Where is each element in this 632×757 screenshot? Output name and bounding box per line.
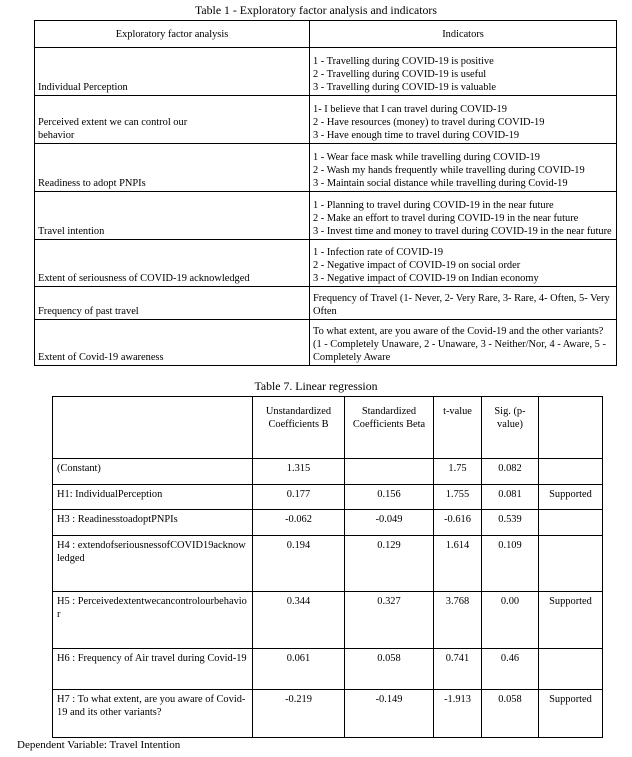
table7-header-row — [53, 397, 603, 459]
table-row — [35, 320, 617, 366]
indicator: 3 - Invest time and money to travel during COVID-19 in the near future — [313, 226, 612, 237]
indicator: 1 - Wear face mask while travelling during COVID-19 — [313, 152, 540, 163]
indicators-cell — [310, 144, 617, 192]
b-cell: 1.315 — [253, 459, 345, 485]
t-cell: 3.768 — [434, 592, 482, 649]
indicators-cell: To what extent, are you aware of the Covid-19 and the other variants? (1 - Completely Unaware, 2 - Unaware, 3 - Neither/Nor, 4 - Aware, 5 - Completely Aware — [310, 320, 617, 366]
beta-cell: 0.129 — [345, 536, 434, 592]
table1-title: Table 1 - Exploratory factor analysis and indicators — [195, 3, 437, 17]
indicator: 2 - Negative impact of COVID-19 on social order — [313, 260, 521, 271]
table-row — [35, 287, 617, 320]
t-cell: -1.913 — [434, 690, 482, 738]
row-label: H5 : Perceivedextentwecancontrolourbehavior — [53, 592, 253, 649]
result-cell — [539, 536, 603, 592]
sig-cell: 0.46 — [482, 649, 539, 690]
table-row — [35, 240, 617, 287]
row-label: H3 : ReadinesstoadoptPNPIs — [53, 510, 253, 536]
sig-cell: 0.109 — [482, 536, 539, 592]
result-cell — [539, 459, 603, 485]
table1-header-factor: Exploratory factor analysis — [35, 21, 310, 48]
factor-cell: Extent of Covid-19 awareness — [35, 320, 310, 366]
indicator: 1 - Planning to travel during COVID-19 in the near future — [313, 200, 554, 211]
t-cell: 0.741 — [434, 649, 482, 690]
row-label: H7 : To what extent, are you aware of Covid-19 and its other variants? — [53, 690, 253, 738]
factor-cell: Extent of seriousness of COVID-19 acknowledged — [35, 240, 310, 287]
result-cell: Supported — [539, 485, 603, 510]
factor-cell: Travel intention — [35, 192, 310, 240]
beta-cell: 0.058 — [345, 649, 434, 690]
sig-cell: 0.058 — [482, 690, 539, 738]
table1-header-indicators: Indicators — [310, 21, 617, 48]
row-label: (Constant) — [53, 459, 253, 485]
t-cell: 1.75 — [434, 459, 482, 485]
indicator: 1 - Travelling during COVID-19 is positive — [313, 56, 494, 67]
b-cell: 0.061 — [253, 649, 345, 690]
factor-text: Perceived extent we can control our behavior — [38, 117, 188, 141]
indicator: 2 - Travelling during COVID-19 is useful — [313, 69, 487, 80]
indicator: 2 - Make an effort to travel during COVID-19 in the near future — [313, 213, 579, 224]
beta-cell — [345, 459, 434, 485]
regression-table — [52, 396, 603, 738]
table-row — [53, 485, 603, 510]
b-cell: 0.344 — [253, 592, 345, 649]
t-cell: 1.614 — [434, 536, 482, 592]
table7-title: Table 7. Linear regression — [254, 379, 378, 393]
indicators-cell: Frequency of Travel (1- Never, 2- Very Rare, 3- Rare, 4- Often, 5- Very Often — [310, 287, 617, 320]
header-cell: Unstandardized Coefficients B — [253, 397, 345, 459]
sig-cell: 0.00 — [482, 592, 539, 649]
row-label: H6 : Frequency of Air travel during Covid-19 — [53, 649, 253, 690]
indicator: 3 - Travelling during COVID-19 is valuable — [313, 82, 496, 93]
table-row — [35, 48, 617, 96]
sig-cell: 0.081 — [482, 485, 539, 510]
indicator: 1- I believe that I can travel during COVID-19 — [313, 104, 507, 115]
indicator: 3 - Have enough time to travel during COVID-19 — [313, 130, 520, 141]
result-cell — [539, 649, 603, 690]
indicator: 3 - Maintain social distance while travelling during Covid-19 — [313, 178, 568, 189]
row-label: H1: IndividualPerception — [53, 485, 253, 510]
table-row — [53, 510, 603, 536]
indicators-cell — [310, 48, 617, 96]
indicators-cell — [310, 240, 617, 287]
t-cell: -0.616 — [434, 510, 482, 536]
indicator: 2 - Have resources (money) to travel during COVID-19 — [313, 117, 545, 128]
table-row — [53, 536, 603, 592]
indicators-cell — [310, 192, 617, 240]
factor-cell: Individual Perception — [35, 48, 310, 96]
b-cell: -0.219 — [253, 690, 345, 738]
beta-cell: -0.049 — [345, 510, 434, 536]
b-cell: 0.177 — [253, 485, 345, 510]
indicator: 3 - Negative impact of COVID-19 on Indian economy — [313, 273, 539, 284]
beta-cell: -0.149 — [345, 690, 434, 738]
row-label: H4 : extendofseriousnessofCOVID19acknowledged — [53, 536, 253, 592]
factor-analysis-table — [34, 20, 617, 366]
factor-cell: Readiness to adopt PNPIs — [35, 144, 310, 192]
indicator: 1 - Infection rate of COVID-19 — [313, 247, 444, 258]
table-row — [53, 649, 603, 690]
result-cell: Supported — [539, 690, 603, 738]
dependent-variable-note: Dependent Variable: Travel Intention — [17, 739, 181, 751]
b-cell: -0.062 — [253, 510, 345, 536]
result-cell — [539, 510, 603, 536]
result-cell: Supported — [539, 592, 603, 649]
sig-cell: 0.539 — [482, 510, 539, 536]
table-row — [53, 690, 603, 738]
table1-header-row — [35, 21, 617, 48]
table-row — [53, 592, 603, 649]
beta-cell: 0.156 — [345, 485, 434, 510]
table-row — [53, 459, 603, 485]
factor-cell — [35, 96, 310, 144]
header-cell: t-value — [434, 397, 482, 459]
header-cell: Sig. (p-value) — [482, 397, 539, 459]
header-cell — [53, 397, 253, 459]
indicator: 2 - Wash my hands frequently while travelling during COVID-19 — [313, 165, 585, 176]
table-row — [35, 144, 617, 192]
beta-cell: 0.327 — [345, 592, 434, 649]
header-cell — [539, 397, 603, 459]
indicators-cell — [310, 96, 617, 144]
sig-cell: 0.082 — [482, 459, 539, 485]
t-cell: 1.755 — [434, 485, 482, 510]
table-row — [35, 96, 617, 144]
table-row — [35, 192, 617, 240]
header-cell: Standardized Coefficients Beta — [345, 397, 434, 459]
factor-cell: Frequency of past travel — [35, 287, 310, 320]
b-cell: 0.194 — [253, 536, 345, 592]
